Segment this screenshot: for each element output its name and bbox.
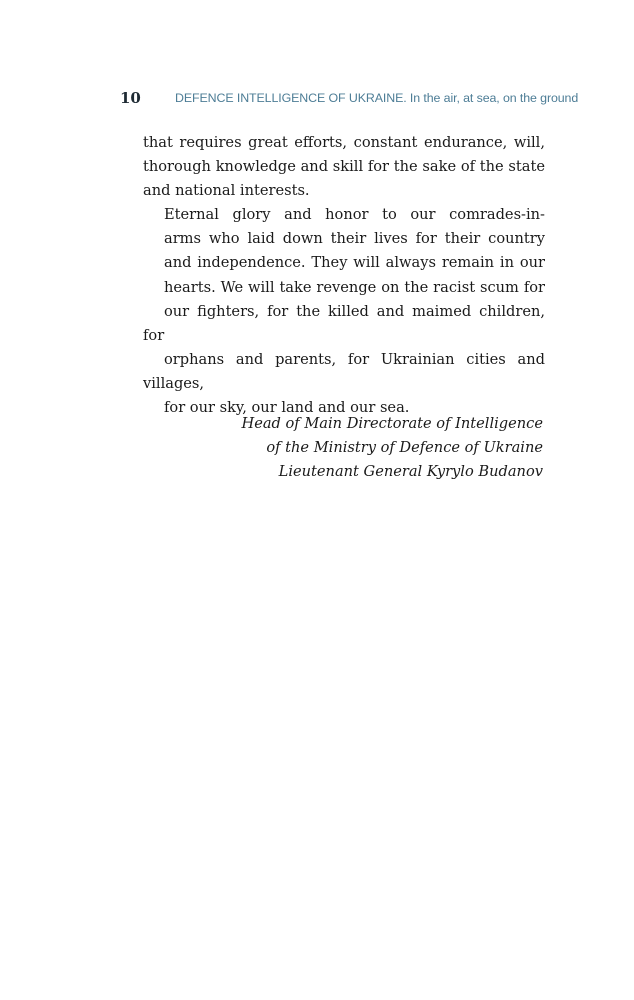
text-line: Eternal glory and honor to our comrades-in- <box>164 206 545 224</box>
running-head-title: DEFENCE INTELLIGENCE OF UKRAINE. In the air, at sea, on the ground <box>175 91 579 105</box>
text-line: and independence. They will always remain in our <box>164 254 545 272</box>
text-line: thorough knowledge and skill for the sake of the state <box>143 158 545 176</box>
paragraph <box>143 203 545 420</box>
signature-position: Head of Main Directorate of Intelligence <box>241 415 543 432</box>
text-line: for our sky, our land and our sea. <box>164 399 410 417</box>
text-line: hearts. We will take revenge on the racist scum for <box>164 278 545 296</box>
paragraph <box>143 131 545 203</box>
body-text <box>143 131 545 420</box>
text-line: arms who laid down their lives for their country <box>164 230 545 248</box>
running-head <box>120 88 579 108</box>
signature-block <box>200 412 543 484</box>
page-number: 10 <box>120 89 141 107</box>
text-line: orphans and parents, for Ukrainian cities and villages, <box>143 350 545 392</box>
signature-organization: of the Ministry of Defence of Ukraine <box>266 439 543 457</box>
signature-name: Lieutenant General Kyrylo Budanov <box>278 463 543 481</box>
text-line: and national interests. <box>143 182 310 200</box>
text-line: our fighters, for the killed and maimed children, for <box>143 302 545 344</box>
text-line: that requires great efforts, constant endurance, will, <box>143 134 545 151</box>
